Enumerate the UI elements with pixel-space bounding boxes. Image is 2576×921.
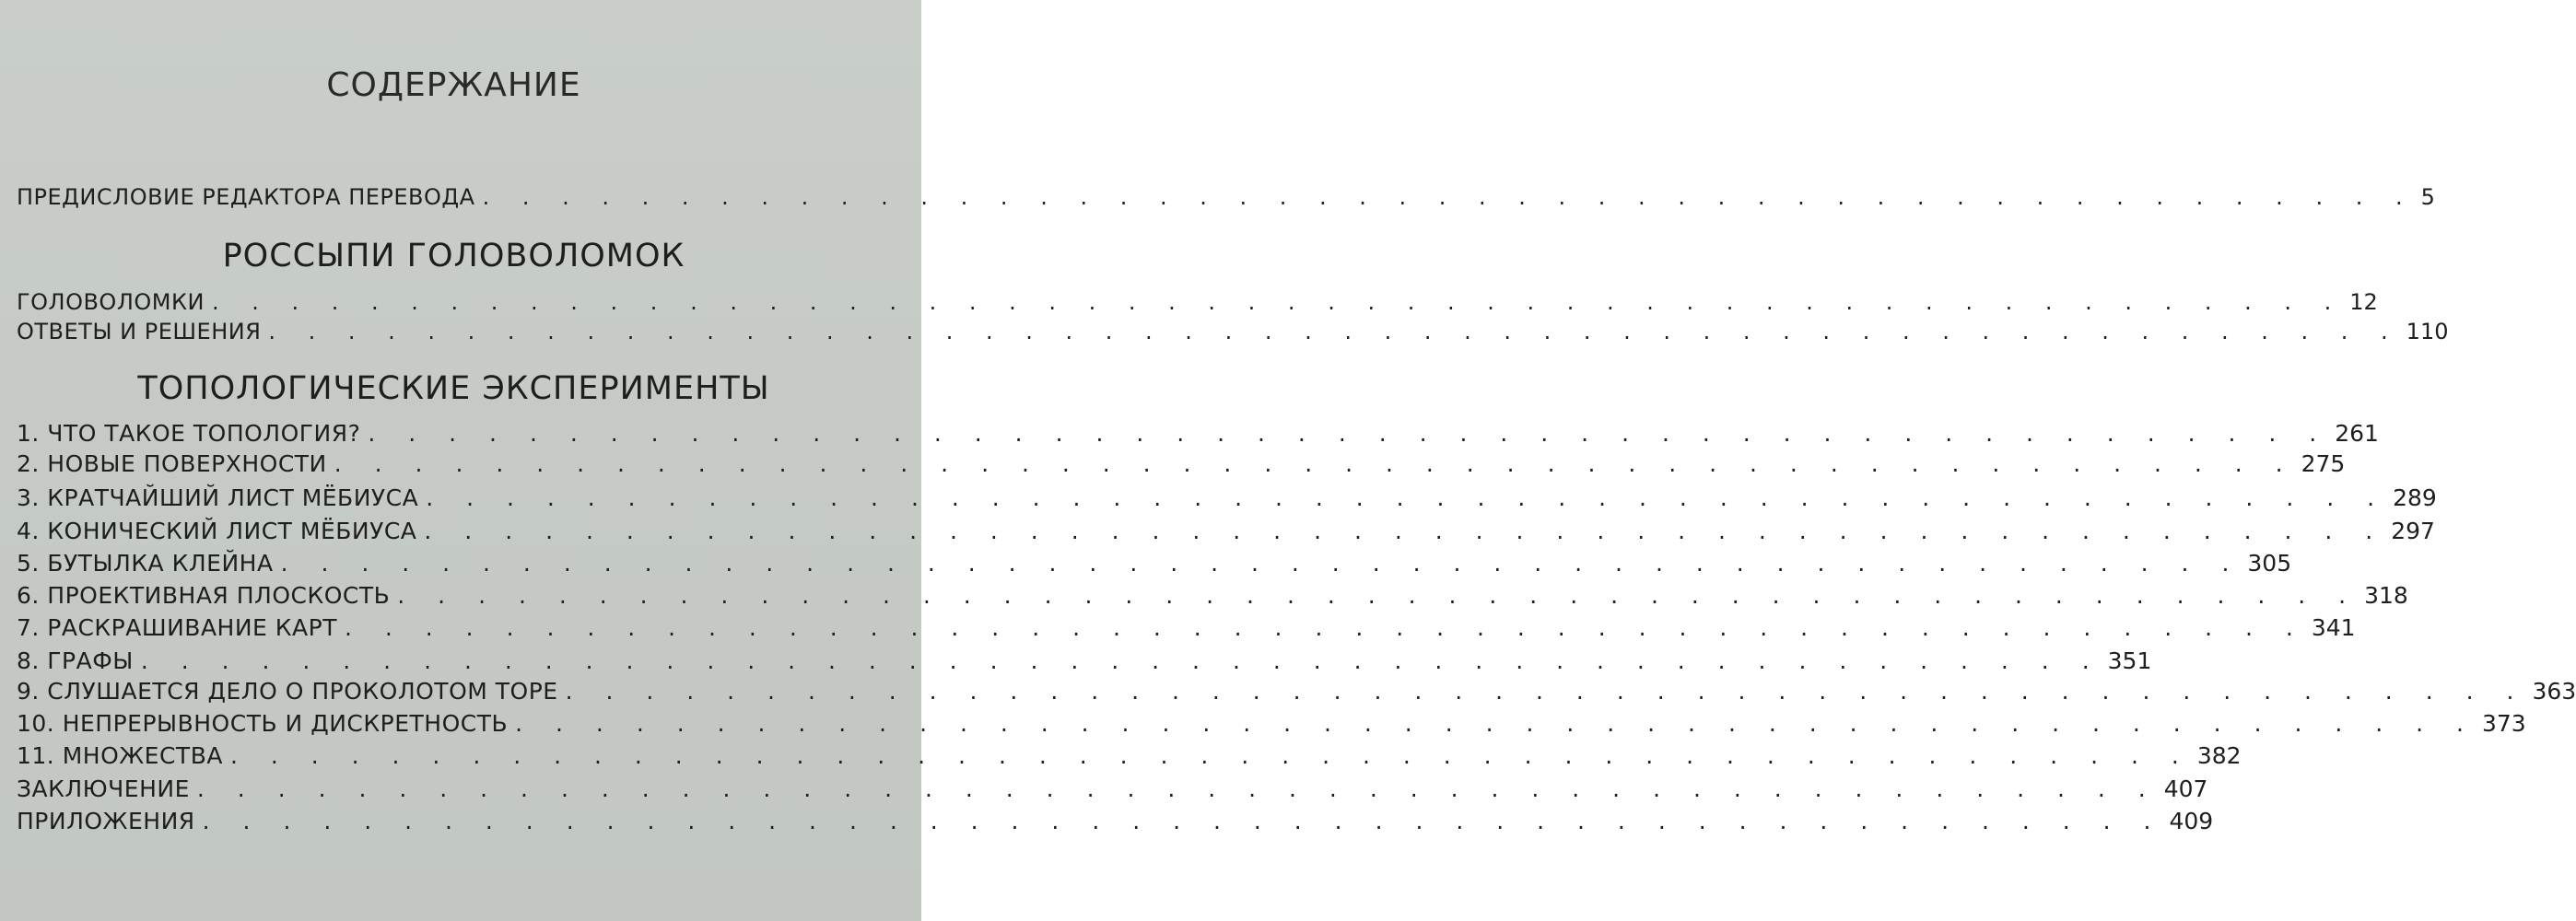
toc-entry [17,319,2449,344]
dot-leader: . . . . . . . . . . . . . . . . . . . . . . . . . . . . . . . . . . . . . . . . . . . . . . . . . [345,614,2306,641]
dot-leader: . . . . . . . . . . . . . . . . . . . . . . . . . . . . . . . . . . . . . . . . . . . . . . . . . [202,808,2164,834]
dot-leader: . . . . . . . . . . . . . . . . . . . . . . . . . . . . . . . . . . . . . . . . . . . . . . . . . [397,582,2359,609]
toc-entry [17,582,2408,609]
section-title: РОССЫПИ ГОЛОВОЛОМОК [222,238,685,274]
dot-leader: . . . . . . . . . . . . . . . . . . . . . . . . . . . . . . . . . . . . . . . . . . . . . . . . . [280,550,2242,577]
dot-leader: . . . . . . . . . . . . . . . . . . . . . . . . . . . . . . . . . . . . . . . . . . . . . . . . . [565,678,2527,705]
toc-entry [17,518,2435,544]
toc-entry-page: 5 [2420,184,2435,210]
toc-entry-label: ПРЕДИСЛОВИЕ РЕДАКТОРА ПЕРЕВОДА [17,184,475,210]
toc-entry [17,289,2378,315]
dot-leader: . . . . . . . . . . . . . . . . . . . . . . . . . . . . . . . . . . . . . . . . . . . . . . . . . [229,742,2192,769]
toc-entry [17,710,2526,737]
toc-entry [17,742,2242,769]
toc-entry-page: 363 [2532,678,2576,705]
toc-entry [17,484,2437,511]
toc-entry-page: 261 [2335,420,2379,447]
toc-entry-page: 351 [2107,647,2152,674]
toc-entry [17,420,2379,447]
dot-leader: . . . . . . . . . . . . . . . . . . . . . . . . . . . . . . . . . . . . . . . . . . . . . . . . . [426,484,2388,511]
toc-entry [17,678,2576,705]
toc-entry-label: 8. ГРАФЫ [17,647,134,674]
dot-leader: . . . . . . . . . . . . . . . . . . . . . . . . . . . . . . . . . . . . . . . . . . . . . . . . . [140,647,2102,674]
dot-leader: . . . . . . . . . . . . . . . . . . . . . . . . . . . . . . . . . . . . . . . . . . . . . . . . . [482,184,2416,210]
toc-entry [17,647,2152,674]
dot-leader: . . . . . . . . . . . . . . . . . . . . . . . . . . . . . . . . . . . . . . . . . . . . . . . . . [368,420,2330,447]
toc-entry-label: 10. НЕПРЕРЫВНОСТЬ И ДИСКРЕТНОСТЬ [17,710,509,737]
toc-entry [17,550,2292,577]
toc-entry-page: 341 [2311,614,2356,641]
toc-entry-label: 1. ЧТО ТАКОЕ ТОПОЛОГИЯ? [17,420,361,447]
toc-entry-page: 297 [2391,518,2435,544]
toc-entry-label: 9. СЛУШАЕТСЯ ДЕЛО О ПРОКОЛОТОМ ТОРЕ [17,678,558,705]
toc-entry-label: ЗАКЛЮЧЕНИЕ [17,775,190,802]
toc-entry-label: 5. БУТЫЛКА КЛЕЙНА [17,550,274,577]
toc-entry-page: 382 [2196,742,2242,769]
toc-entry-page: 409 [2169,808,2214,834]
toc-entry-preface [17,184,2435,210]
toc-entry-page: 12 [2349,289,2378,315]
dot-leader: . . . . . . . . . . . . . . . . . . . . . . . . . . . . . . . . . . . . . . . . . . . . . . . . . . . . . . [211,289,2345,315]
toc-entry-label: 11. МНОЖЕСТВА [17,742,223,769]
toc-entry-label: ПРИЛОЖЕНИЯ [17,808,195,834]
toc-entry-label: ОТВЕТЫ И РЕШЕНИЯ [17,319,262,344]
toc-entry [17,808,2214,834]
toc-entry-label: 3. КРАТЧАЙШИЙ ЛИСТ МЁБИУСА [17,484,419,511]
page-title: СОДЕРЖАНИЕ [326,66,581,104]
toc-entry [17,450,2346,477]
toc-entry-page: 373 [2481,710,2526,737]
toc-entry-page: 110 [2406,319,2449,344]
dot-leader: . . . . . . . . . . . . . . . . . . . . . . . . . . . . . . . . . . . . . . . . . . . . . . . . . [334,450,2296,477]
dot-leader: . . . . . . . . . . . . . . . . . . . . . . . . . . . . . . . . . . . . . . . . . . . . . . . . . [424,518,2386,544]
toc-entry [17,775,2208,802]
toc-entry-page: 289 [2393,484,2437,511]
toc-entry-label: 6. ПРОЕКТИВНАЯ ПЛОСКОСТЬ [17,582,391,609]
toc-entry [17,614,2356,641]
dot-leader: . . . . . . . . . . . . . . . . . . . . . . . . . . . . . . . . . . . . . . . . . . . . . . . . . [196,775,2159,802]
toc-entry-label: 4. КОНИЧЕСКИЙ ЛИСТ МЁБИУСА [17,518,417,544]
toc-entry-page: 318 [2364,582,2408,609]
toc-entry-page: 275 [2301,450,2346,477]
toc-entry-label: ГОЛОВОЛОМКИ [17,289,205,315]
toc-entry-label: 2. НОВЫЕ ПОВЕРХНОСТИ [17,450,327,477]
section-title: ТОПОЛОГИЧЕСКИЕ ЭКСПЕРИМЕНТЫ [137,370,770,407]
dot-leader: . . . . . . . . . . . . . . . . . . . . . . . . . . . . . . . . . . . . . . . . . . . . . . . . . . . . . . [268,319,2401,344]
toc-entry-page: 407 [2163,775,2208,802]
toc-entry-label: 7. РАСКРАШИВАНИЕ КАРТ [17,614,337,641]
dot-leader: . . . . . . . . . . . . . . . . . . . . . . . . . . . . . . . . . . . . . . . . . . . . . . . . . [515,710,2476,737]
toc-entry-page: 305 [2247,550,2292,577]
